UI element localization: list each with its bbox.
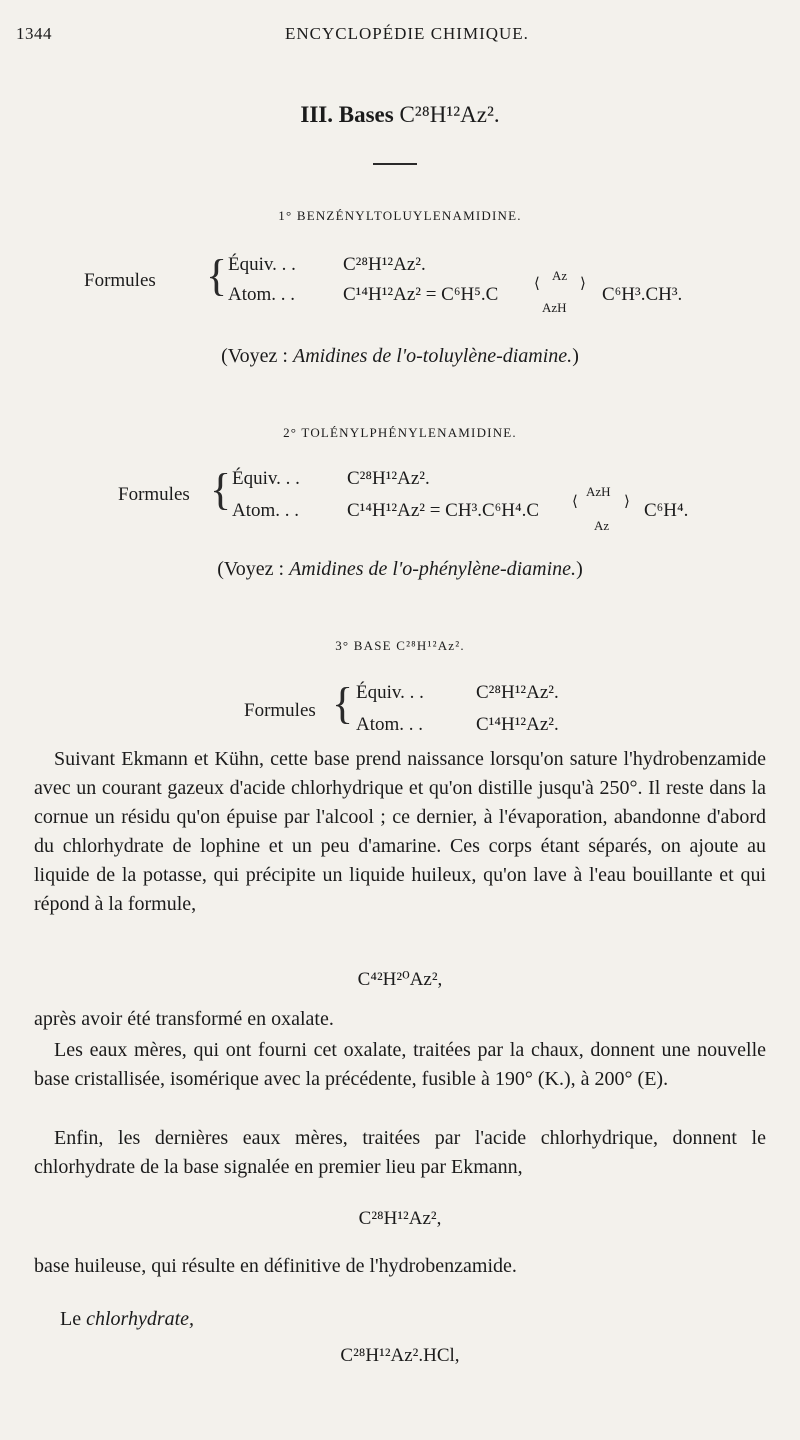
formules-label: Formules (244, 700, 316, 721)
atom-ring-bottom: Az (594, 518, 610, 533)
compound-3-heading: 3° BASE C²⁸H¹²Az². (335, 638, 465, 653)
brace: { (332, 679, 354, 728)
atom-key: Atom. . . (232, 500, 300, 521)
atom-formula: C¹⁴H¹²Az² = C⁶H⁵.C (343, 284, 499, 305)
equiv-row (228, 254, 426, 276)
paragraph-3 (34, 1036, 766, 1094)
atom-formula: C¹⁴H¹²Az² = CH³.C⁶H⁴.C (347, 500, 540, 521)
atom-ring-top: Az (552, 268, 568, 283)
formules-label: Formules (84, 270, 156, 291)
atom-ring-bottom: AzH (542, 300, 567, 315)
page-number: 1344 (16, 24, 52, 43)
compound-1-reference (0, 345, 800, 368)
atom-key: Atom. . . (228, 284, 296, 305)
compound-2-heading: 2° TOLÉNYLPHÉNYLENAMIDINE. (283, 425, 517, 440)
equiv-formula: C²⁸H¹²Az². (347, 468, 430, 489)
formula-base: C²⁸H¹²Az², (358, 1208, 442, 1229)
section-divider (373, 163, 417, 165)
ring-bond-right: ⟩ (580, 276, 586, 292)
section-title-text: III. Bases (300, 102, 394, 127)
compound-3-formulas (0, 676, 800, 746)
section-title (0, 102, 800, 128)
atom-row (228, 284, 498, 306)
running-head (0, 18, 800, 48)
paragraph-1 (34, 745, 766, 919)
see-reference: Amidines de l'o-toluylène-diamine. (292, 345, 573, 367)
brace: { (210, 465, 232, 514)
equiv-key: Équiv. . . (232, 468, 300, 489)
ring-bond-left: ⟨ (572, 494, 578, 510)
equiv-key: Équiv. . . (228, 254, 296, 275)
formula-oxalate-base: C⁴²H²⁰Az², (357, 969, 443, 990)
atom-formula: C¹⁴H¹²Az². (476, 714, 559, 735)
compound-1-heading: 1° BENZÉNYLTOLUYLENAMIDINE. (278, 208, 522, 223)
paragraph-4-text: Enfin, les dernières eaux mères, traitées par l'acide chlorhydrique, donnent le chlorhydrate de la base signalée en premier lieu par Ekmann, (34, 1127, 766, 1178)
atom-row (356, 714, 559, 736)
atom-key: Atom. . . (356, 714, 424, 735)
paragraph-4 (34, 1124, 766, 1182)
compound-2-reference (0, 558, 800, 581)
paragraph-6-italic: chlorhydrate, (86, 1308, 195, 1330)
see-suffix: ) (572, 345, 579, 367)
see-prefix: (Voyez : (217, 558, 290, 580)
equiv-key: Équiv. . . (356, 682, 424, 703)
paragraph-3-text: Les eaux mères, qui ont fourni cet oxalate, traitées par la chaux, donnent une nouvelle base cristallisée, isomérique avec la précédente, fusible à 190° (K.), à 200° (E). (34, 1039, 766, 1090)
atom-ring-top: AzH (586, 484, 611, 499)
equiv-formula: C²⁸H¹²Az². (476, 682, 559, 703)
equiv-row (232, 468, 430, 490)
atom-row (232, 500, 539, 522)
paragraph-2: après avoir été transformé en oxalate. (34, 1008, 334, 1030)
paragraph-6-prefix: Le (60, 1308, 87, 1330)
see-suffix: ) (576, 558, 583, 580)
atom-tail: C⁶H³.CH³. (602, 284, 683, 305)
paragraph-1-text: Suivant Ekmann et Kühn, cette base prend naissance lorsqu'on sature l'hydrobenzamide avec un courant gazeux d'acide chlorhydrique et qu'on distille jusqu'à 250°. Il reste dans la cornue un résidu qu'on épuise par l'alcool ; ce dernier, à l'évaporation, abandonne d'abord du chlorhydrate de lophine et un peu d'amarine. Ces corps étant séparés, on ajoute au liquide de la potasse, qui précipite un liquide huileux, qu'on lave à l'eau bouillante et qui répond à la formule, (34, 748, 766, 915)
equiv-formula: C²⁸H¹²Az². (343, 254, 426, 275)
ring-bond-right: ⟩ (624, 494, 630, 510)
paragraph-5: base huileuse, qui résulte en définitive de l'hydrobenzamide. (34, 1255, 517, 1277)
ring-bond-left: ⟨ (534, 276, 540, 292)
formula-chlorhydrate: C²⁸H¹²Az².HCl, (340, 1345, 460, 1366)
compound-2-formulas (0, 462, 800, 552)
paragraph-6 (60, 1308, 194, 1331)
see-reference: Amidines de l'o-phénylène-diamine. (289, 558, 577, 580)
section-title-formula: C²⁸H¹²Az². (399, 102, 500, 127)
running-title: ENCYCLOPÉDIE CHIMIQUE. (285, 24, 529, 43)
equiv-row (356, 682, 559, 704)
brace: { (206, 251, 228, 300)
atom-tail: C⁶H⁴. (644, 500, 689, 521)
see-prefix: (Voyez : (221, 345, 293, 367)
formules-label: Formules (118, 484, 190, 505)
compound-1-formulas (0, 248, 800, 338)
